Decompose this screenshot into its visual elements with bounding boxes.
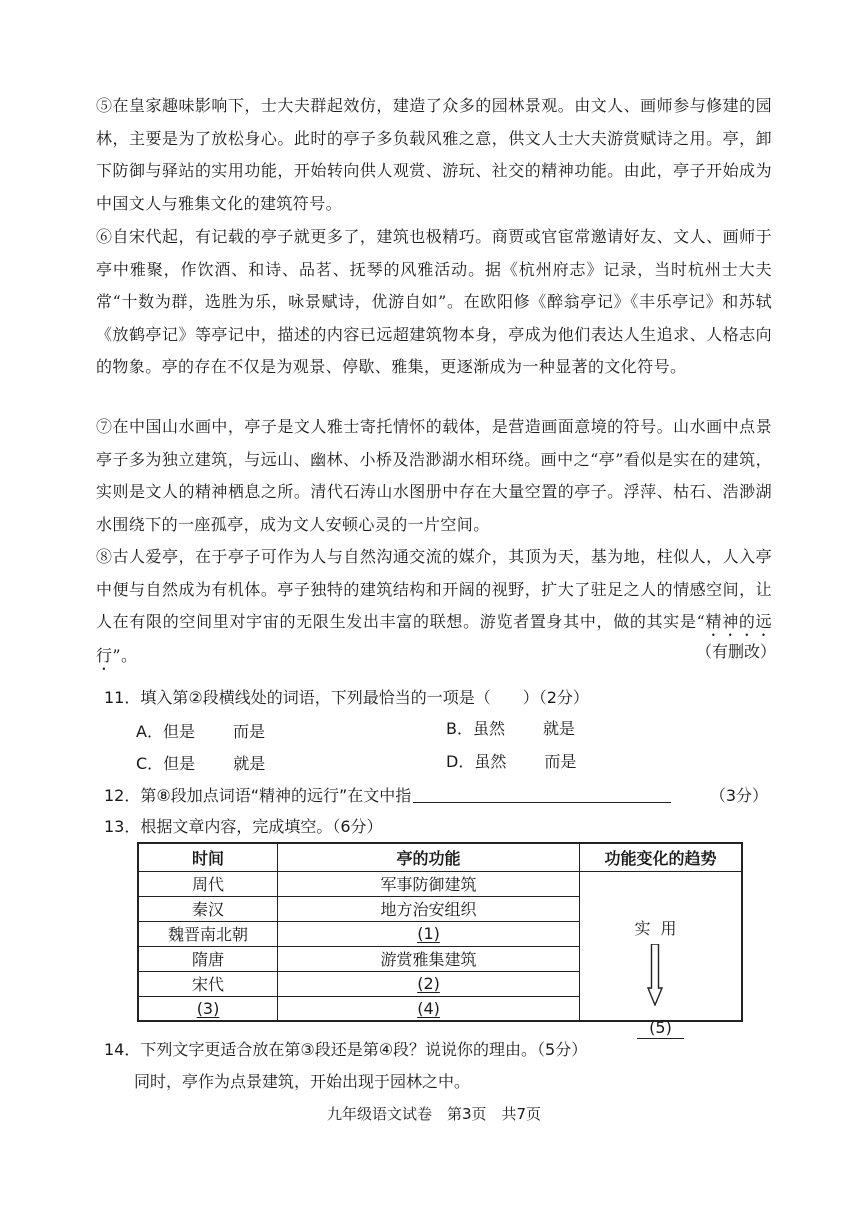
trend-top-label: 实用 bbox=[634, 919, 687, 938]
option-c-label: C．但是 bbox=[136, 754, 196, 773]
option-b-word: 就是 bbox=[542, 719, 575, 738]
question-14-quote: 同时，亭作为点景建筑，开始出现于园林之中。 bbox=[134, 1072, 471, 1091]
page-footer: 九年级语文试卷 第3页 共7页 bbox=[326, 1105, 542, 1123]
paragraph-8 bbox=[96, 541, 772, 674]
question-11: 11．填入第②段横线处的词语，下列最恰当的一项是（ ）（2分） bbox=[104, 688, 589, 707]
trend-bottom-blank[interactable] bbox=[580, 1018, 741, 1039]
option-a-label: A．但是 bbox=[136, 722, 195, 741]
paragraph-7 bbox=[96, 411, 772, 541]
option-b[interactable] bbox=[446, 717, 575, 741]
paragraph-5 bbox=[96, 90, 772, 220]
question-13: 13．根据文章内容，完成填空。（6分） bbox=[104, 817, 383, 836]
answer-blank[interactable] bbox=[413, 784, 671, 803]
cell-time: 魏晋南北朝 bbox=[138, 921, 278, 946]
blank-2: (2) bbox=[417, 974, 440, 994]
blank-4: (4) bbox=[417, 998, 440, 1018]
option-d-word: 而是 bbox=[544, 752, 577, 771]
cell-function-blank[interactable] bbox=[278, 996, 580, 1021]
question-12 bbox=[104, 784, 768, 808]
option-c[interactable] bbox=[136, 752, 265, 776]
cell-time: 宋代 bbox=[138, 971, 278, 996]
cell-function-blank[interactable] bbox=[278, 921, 580, 946]
trend-cell bbox=[580, 872, 742, 1037]
option-c-word: 就是 bbox=[233, 754, 266, 773]
cell-function: 地方治安组织 bbox=[278, 896, 580, 921]
dotted-phrase: 精神的远行 bbox=[96, 612, 772, 666]
cell-time: 秦汉 bbox=[138, 896, 278, 921]
cell-time-blank[interactable] bbox=[138, 996, 278, 1021]
cell-time: 周代 bbox=[138, 872, 278, 897]
question-12-score: （3分） bbox=[709, 786, 768, 805]
question-12-text: 12．第⑧段加点词语“精神的远行”在文中指 bbox=[104, 786, 412, 805]
paragraph-7-text: ⑦在中国山水画中，亭子是文人雅士寄托情怀的载体，是营造画面意境的符号。山水画中点景亭子多为独立建筑，与远山、幽林、小桥及浩渺湖水相环绕。画中之“亭”看似是实在的建筑，实则是文人的精神栖息之所。清代石涛山水图册中存在大量空置的亭子。浮萍、枯石、浩渺湖水围绕下的一座孤亭，成为文人安顿心灵的一片空间。 bbox=[96, 417, 772, 534]
option-a-word: 而是 bbox=[232, 722, 265, 741]
option-d[interactable] bbox=[446, 750, 576, 774]
header-trend: 功能变化的趋势 bbox=[580, 843, 742, 872]
paragraph-5-text: ⑤在皇家趣味影响下，士大夫群起效仿，建造了众多的园林景观。由文人、画师参与修建的园林，主要是为了放松身心。此时的亭子多负载风雅之意，供文人士大夫游赏赋诗之用。亭，卸下防御与驿站的实用功能，开始转向供人观赏、游玩、社交的精神功能。由此，亭子开始成为中国文人与雅集文化的建筑符号。 bbox=[96, 96, 772, 213]
table-row bbox=[138, 872, 742, 897]
paragraph-8-text: ⑧古人爱亭，在于亭子可作为人与自然沟通交流的媒介，其顶为天，基为地，柱似人，人入亭中便与自然成为有机体。亭子独特的建筑结构和开阔的视野，扩大了驻足之人的情感空间，让人在有限的空间里对宇宙的无限生发出丰富的联想。游览者置身其中，做的其实是“ bbox=[96, 547, 772, 632]
blank-1: (1) bbox=[417, 924, 440, 944]
function-table bbox=[137, 842, 743, 1037]
edit-note: （有删改） bbox=[695, 642, 776, 661]
cell-function: 游赏雅集建筑 bbox=[278, 946, 580, 971]
paragraph-6-text: ⑥自宋代起，有记载的亭子就更多了，建筑也极精巧。商贾或官宦常邀请好友、文人、画师于亭中雅聚，作饮酒、和诗、品茗、抚琴的风雅活动。据《杭州府志》记录，当时杭州士大夫常“十数为群，选胜为乐，咏景赋诗，优游自如”。在欧阳修《醉翁亭记》《丰乐亭记》和苏轼《放鹤亭记》等亭记中，描述的内容已远超建筑物本身，亭成为他们表达人生追求、人格志向的物象。亭的存在不仅是为观景、停歇、雅集，更逐渐成为一种显著的文化符号。 bbox=[96, 227, 772, 377]
option-d-label: D．虽然 bbox=[446, 752, 507, 771]
paragraph-8-end: ”。 bbox=[112, 646, 138, 666]
trend-bottom-label: (5) bbox=[637, 1018, 684, 1039]
cell-function-blank[interactable] bbox=[278, 971, 580, 996]
paragraph-6 bbox=[96, 221, 772, 384]
down-arrow-icon bbox=[647, 944, 663, 1006]
question-14: 14．下列文字更适合放在第③段还是第④段？说说你的理由。（5分） bbox=[104, 1040, 588, 1059]
cell-time: 隋唐 bbox=[138, 946, 278, 971]
header-function: 亭的功能 bbox=[278, 843, 580, 872]
blank-3: (3) bbox=[196, 998, 220, 1018]
table-header-row bbox=[138, 843, 742, 872]
header-time: 时间 bbox=[138, 843, 278, 872]
option-b-label: B．虽然 bbox=[446, 719, 505, 738]
cell-function: 军事防御建筑 bbox=[278, 872, 580, 897]
option-a[interactable] bbox=[136, 720, 265, 744]
